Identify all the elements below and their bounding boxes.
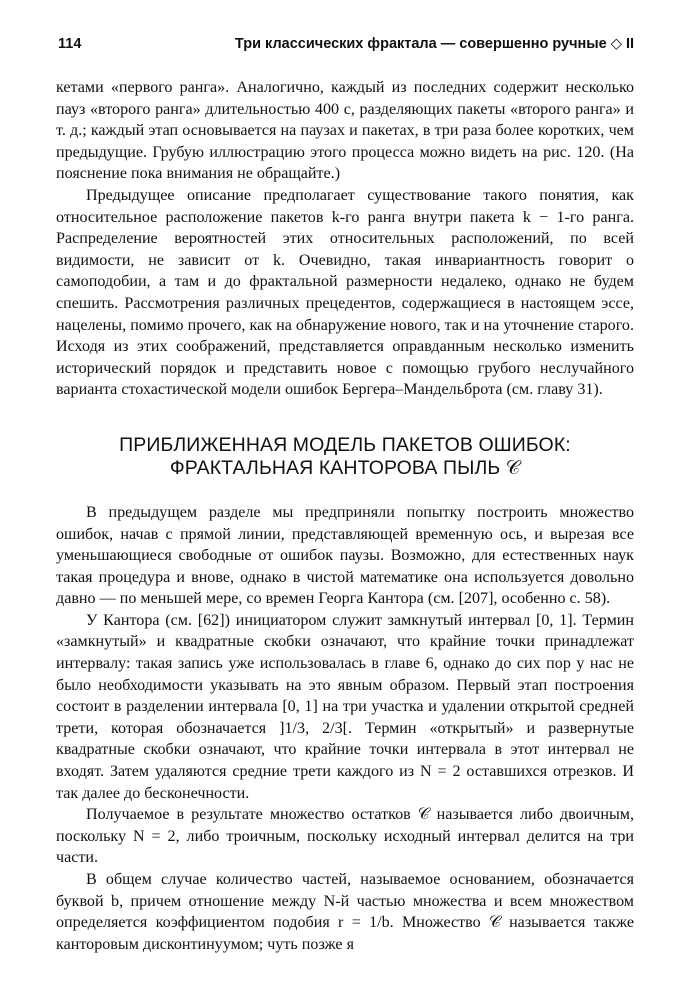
paragraph: У Кантора (см. [62]) инициатором служит замкнутый интервал [0, 1]. Термин «замкнутый» и квадратные скобки означают, что крайние точки принадлежат интервалу: такая запись уже использовалась в главе 6, однако до сих пор у нас не было необходимости указывать на это явным образом. Первый этап построения состоит в разделении интервала [0, 1] на три участка и удалении открытой средней трети, которая обозначается ]1/3, 2/3[. Термин «открытый» и развернутые квадратные скобки означают, что крайние точки интервала в этот интервал не входят. Затем удаляются средние трети каждого из N = 2 оставшихся отрезков. И так далее до бесконечности. <box>56 611 634 802</box>
paragraph: В предыдущем разделе мы предприняли попытку построить множество ошибок, начав с прямой линии, представляющей временную ось, и вырезая все уменьшающиеся свободные от ошибок паузы. Возможно, для естественных наук такая процедура и внове, однако в чистой математике она используется довольно давно — по меньшей мере, со времен Георга Кантора (см. [207], особенно с. 58). <box>56 503 634 608</box>
paragraph: Предыдущее описание предполагает существование такого понятия, как относительное расположение пакетов k-го ранга внутри пакета k − 1-го ранга. Распределение вероятностей этих относительных расположений, по всей видимости, не зависит от k. Очевидно, такая инвариантность говорит о самоподобии, а там и до фрактальной размерности недалеко, однако не будем спешить. Рассмотрения различных прецедентов, содержащиеся в настоящем эссе, нацелены, помимо прочего, как на обнаружение нового, так и на уточнение старого. Исходя из этих соображений, представляется оправданным несколько изменить исторический порядок и представить новое с помощью грубого неслучайного варианта стохастической модели ошибок Бергера–Мандельброта (см. главу 31). <box>56 186 634 399</box>
page-body <box>56 77 634 955</box>
running-title: Три классических фрактала — совершенно ручные ◇ II <box>234 36 634 52</box>
paragraph: Получаемое в результате множество остатков 𝒞 называется либо двоичным, поскольку N = 2, либо троичным, поскольку исходный интервал делится на три части. <box>56 806 634 867</box>
section-heading-line-2: ФРАКТАЛЬНАЯ КАНТОРОВА ПЫЛЬ 𝒞 <box>169 456 521 479</box>
section-heading-line-1: ПРИБЛИЖЕННАЯ МОДЕЛЬ ПАКЕТОВ ОШИБОК: <box>119 433 571 456</box>
page-header <box>58 36 634 56</box>
page-number: 114 <box>58 36 82 52</box>
section-heading <box>56 434 634 480</box>
paragraph-continued: кетами «первого ранга». Аналогично, каждый из последних содержит несколько пауз «второго ранга» длительностью 400 с, разделяющих пакеты «второго ранга» и т. д.; каждый этап основывается на паузах и пакетах, в три раза более коротких, чем предыдущие. Грубую иллюстрацию этого процесса можно видеть на рис. 120. (На пояснение пока внимания не обращайте.) <box>56 79 634 183</box>
paragraph: В общем случае количество частей, называемое основанием, обозначается буквой b, причем отношение между N-й частью множества и всем множеством определяется коэффициентом подобия r = 1/b. Множество 𝒞 называется также канторовым дисконтинуумом; чуть позже я <box>56 871 634 953</box>
